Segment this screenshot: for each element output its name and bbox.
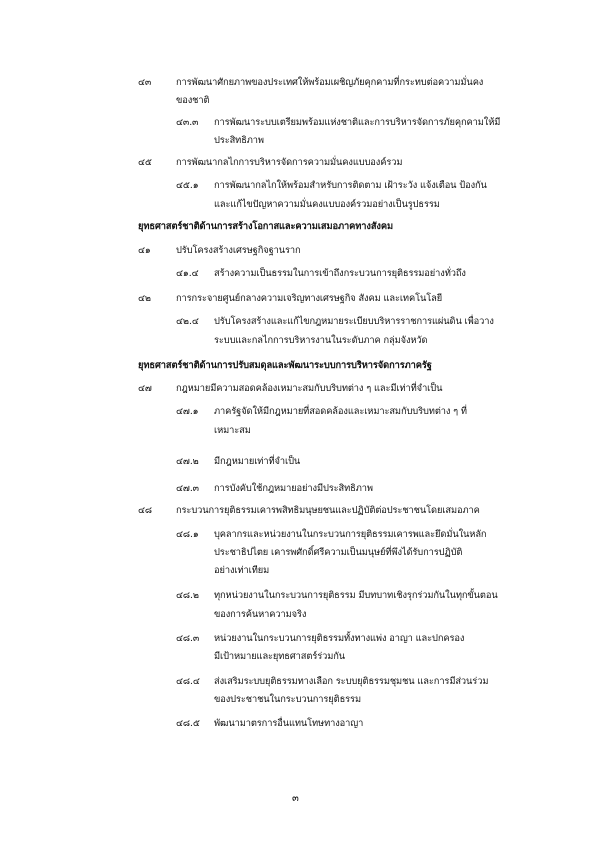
subsection-item-cont: มีเป้าหมายและยุทธศาสตร์ร่วมกัน (214, 651, 346, 662)
section-heading: ๔๘ กระบวนการยุติธรรมเคารพสิทธิมนุษยชนและปฏิบัติต่อประชาชนโดยเสมอภาค (138, 505, 480, 516)
subsection-item: ๔๘.๓ หน่วยงานในกระบวนการยุติธรรมทั้งทางแพ่ง อาญา และปกครอง (176, 633, 465, 644)
section-heading: ๔๑ ปรับโครงสร้างเศรษฐกิจฐานราก (138, 245, 301, 256)
section-heading: ๔๗ กฎหมายมีความสอดคล้องเหมาะสมกับบริบทต่าง ๆ และมีเท่าที่จำเป็น (138, 383, 443, 394)
subsection-item: ๔๘.๕ พัฒนามาตรการอื่นแทนโทษทางอาญา (176, 718, 364, 729)
subsection-item: ๔๒.๔ ปรับโครงสร้างและแก้ไขกฎหมายระเบียบบริหารราชการแผ่นดิน เพื่อวาง (176, 316, 494, 327)
subsection-item: ๔๘.๒ ทุกหน่วยงานในกระบวนการยุติธรรม มีบทบาทเชิงรุกร่วมกันในทุกขั้นตอน (176, 590, 498, 601)
subsection-item-cont: ของการค้นหาความจริง (214, 609, 307, 620)
subsection-item: ๔๗.๑ ภาครัฐจัดให้มีกฎหมายที่สอดคล้องและเหมาะสมกับบริบทต่าง ๆ ที่ (176, 406, 467, 417)
subsection-item: ๔๓.๓ การพัฒนาระบบเตรียมพร้อมแห่งชาติและการบริหารจัดการภัยคุกคามให้มี (176, 117, 501, 128)
subsection-item: ๔๗.๓ การบังคับใช้กฎหมายอย่างมีประสิทธิภาพ (176, 483, 373, 494)
strategy-heading: ยุทธศาสตร์ชาติด้านการสร้างโอกาสและความเสมอภาคทางสังคม (138, 221, 393, 232)
strategy-heading: ยุทธศาสตร์ชาติด้านการปรับสมดุลและพัฒนาระบบการบริหารจัดการภาครัฐ (138, 360, 432, 371)
page-number: ๓ (292, 793, 299, 804)
subsection-item: ๔๕.๑ การพัฒนากลไกให้พร้อมสำหรับการติดตาม เฝ้าระวัง แจ้งเตือน ป้องกัน (176, 180, 487, 191)
subsection-item-cont: ระบบและกลไกการบริหารงานในระดับภาค กลุ่มจังหวัด (214, 335, 428, 346)
subsection-item-cont: ประสิทธิภาพ (214, 135, 264, 146)
subsection-item-cont: เหมาะสม (214, 425, 251, 436)
subsection-item: ๔๘.๔ ส่งเสริมระบบยุติธรรมทางเลือก ระบบยุติธรรมชุมชน และการมีส่วนร่วม (176, 676, 489, 687)
subsection-item-cont: และแก้ไขปัญหาความมั่นคงแบบองค์รวมอย่างเป็นรูปธรรม (214, 199, 440, 210)
section-heading-cont: ของชาติ (176, 95, 210, 106)
section-heading: ๔๓ การพัฒนาศักยภาพของประเทศให้พร้อมเผชิญภัยคุกคามที่กระทบต่อความมั่นคง (138, 77, 484, 88)
subsection-item-cont: ของประชาชนในกระบวนการยุติธรรม (214, 694, 361, 705)
subsection-item: ๔๘.๑ บุคลากรและหน่วยงานในกระบวนการยุติธรรมเคารพและยึดมั่นในหลัก (176, 529, 487, 540)
subsection-item-cont: อย่างเท่าเทียม (214, 565, 270, 576)
section-heading: ๔๕ การพัฒนากลไกการบริหารจัดการความมั่นคงแบบองค์รวม (138, 157, 403, 168)
subsection-item: ๔๑.๔ สร้างความเป็นธรรมในการเข้าถึงกระบวนการยุติธรรมอย่างทั่วถึง (176, 268, 466, 279)
subsection-item-cont: ประชาธิปไตย เคารพศักดิ์ศรีความเป็นมนุษย์ที่พึงได้รับการปฏิบัติ (214, 547, 463, 558)
subsection-item: ๔๗.๒ มีกฎหมายเท่าที่จำเป็น (176, 456, 301, 467)
section-heading: ๔๒ การกระจายศูนย์กลางความเจริญทางเศรษฐกิจ สังคม และเทคโนโลยี (138, 293, 443, 304)
